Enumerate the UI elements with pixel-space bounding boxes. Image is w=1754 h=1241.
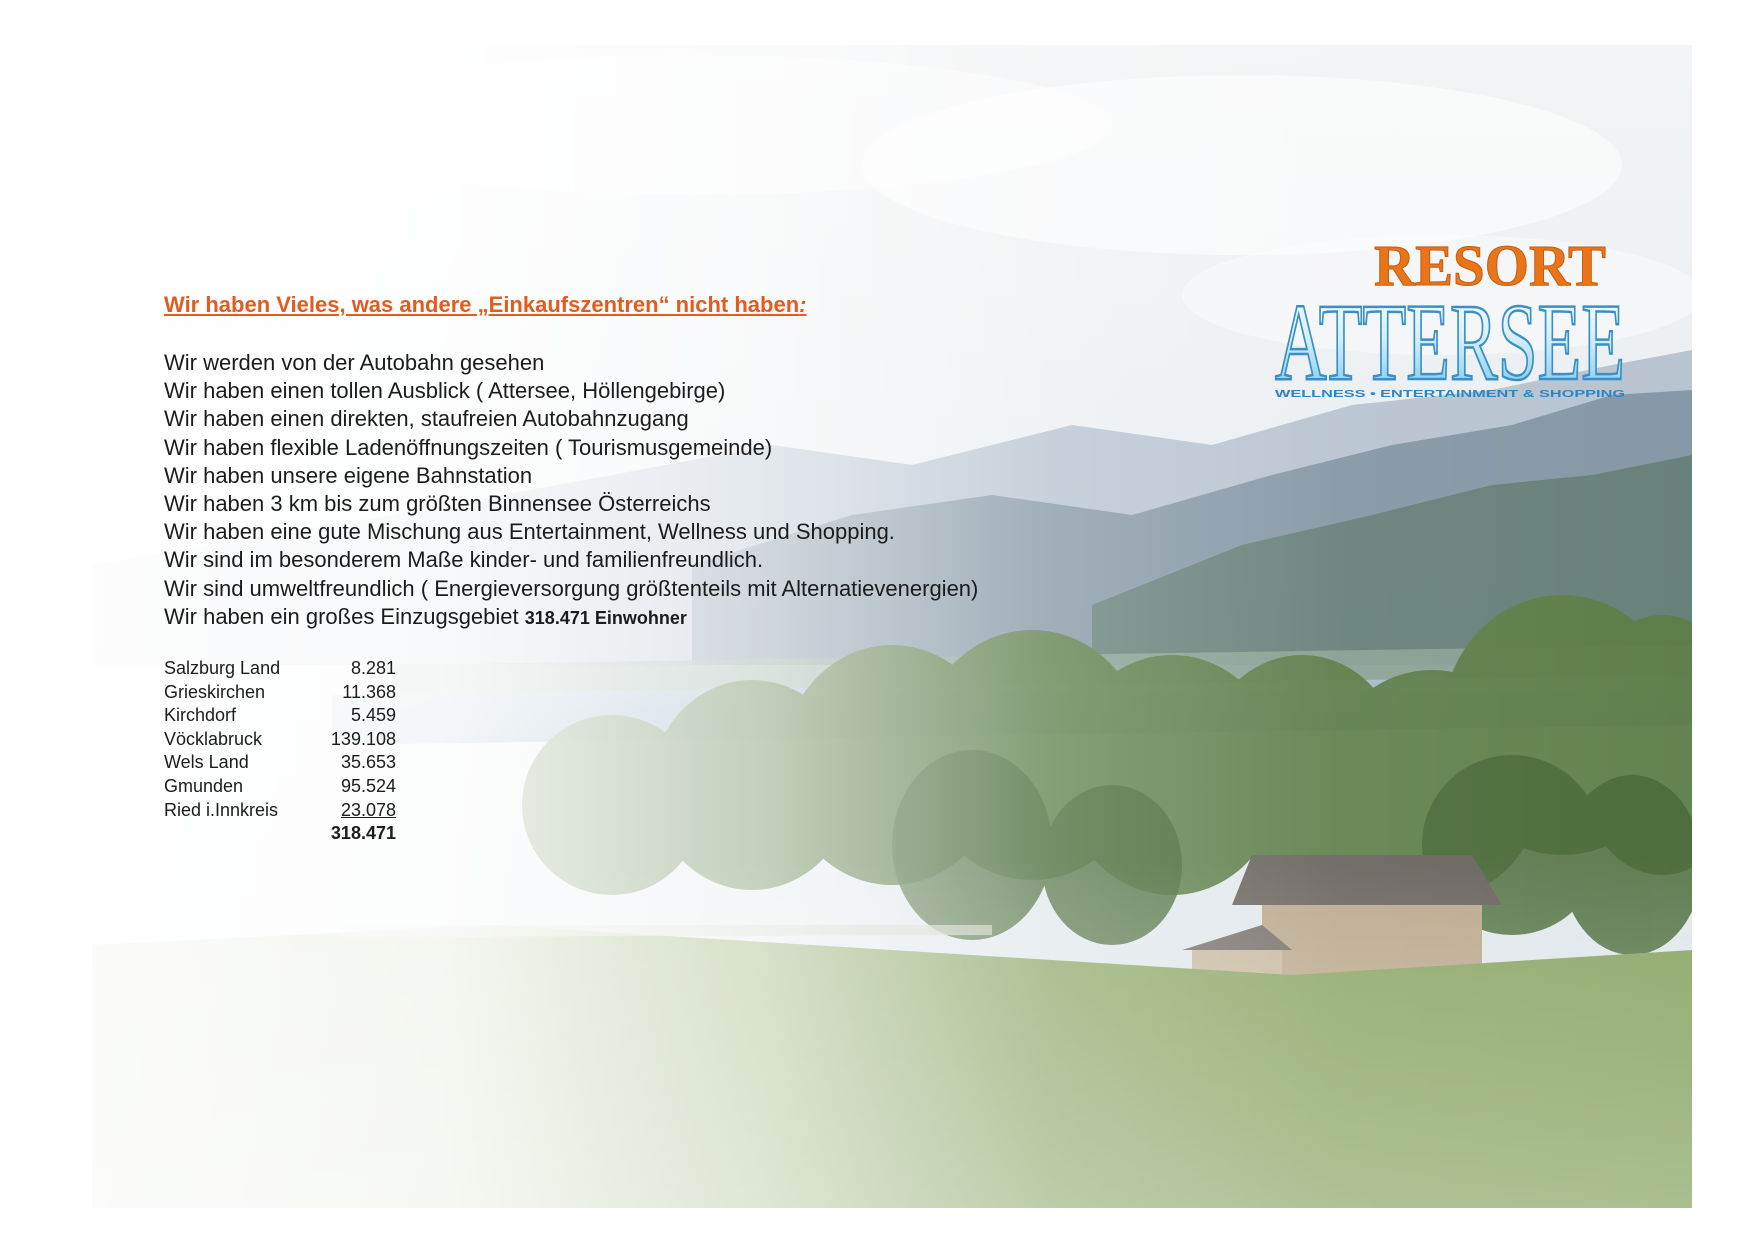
- district-population: 139.108: [330, 728, 396, 749]
- feature-item: Wir haben einen direkten, staufreien Autobahnzugang: [164, 406, 689, 432]
- district-population-value: 23.078: [340, 799, 396, 820]
- district-population: 8.281: [350, 658, 396, 678]
- district-name: Wels Land: [164, 752, 249, 773]
- table-row: [164, 775, 396, 799]
- total-label-empty: [164, 822, 322, 846]
- population-table: [164, 657, 396, 846]
- table-row: [164, 728, 396, 752]
- feature-item: Wir sind im besonderem Maße kinder- und familienfreundlich.: [164, 547, 764, 573]
- district-name: Salzburg Land: [164, 658, 281, 678]
- feature-item: Wir haben einen tollen Ausblick ( Attersee, Höllengebirge): [164, 378, 726, 404]
- headline-text: Wir haben Vieles, was andere „Einkaufszentren“ nicht haben: [164, 292, 800, 317]
- feature-item: Wir haben flexible Ladenöffnungszeiten ( Tourismusgemeinde): [164, 434, 773, 460]
- district-name: Grieskirchen: [164, 681, 266, 702]
- feature-item-catchment: [164, 603, 978, 632]
- catchment-population: 318.471 Einwohner: [524, 607, 687, 628]
- population-total: 318.471: [330, 823, 396, 844]
- district-population: 11.368: [342, 681, 396, 702]
- feature-item: Wir haben 3 km bis zum größten Binnensee Österreichs: [164, 491, 711, 517]
- district-name: Ried i.Innkreis: [164, 799, 279, 820]
- district-name: Vöcklabruck: [164, 728, 263, 749]
- headline: [164, 292, 806, 318]
- district-name: Kirchdorf: [164, 705, 237, 726]
- feature-item: Wir sind umweltfreundlich ( Energieversorgung größtenteils mit Alternatievenergien): [164, 575, 979, 601]
- total-row: [164, 822, 396, 846]
- resort-attersee-logo: [1270, 231, 1630, 403]
- logo-resort-word: RESORT: [1374, 233, 1606, 298]
- district-population: 5.459: [350, 705, 396, 726]
- table-row: [164, 751, 396, 775]
- district-name: Gmunden: [164, 775, 244, 796]
- feature-item: Wir haben eine gute Mischung aus Entertainment, Wellness und Shopping.: [164, 519, 895, 545]
- headline-colon: :: [799, 292, 807, 317]
- feature-list: [164, 349, 978, 632]
- district-population: 35.653: [340, 752, 396, 773]
- feature-item: Wir haben unsere eigene Bahnstation: [164, 462, 533, 488]
- table-row: [164, 799, 396, 823]
- district-population: 95.524: [340, 775, 396, 796]
- table-row: [164, 681, 396, 705]
- district-population: [322, 799, 396, 823]
- table-row: [164, 657, 396, 681]
- catchment-text: Wir haben ein großes Einzugsgebiet: [164, 603, 519, 629]
- brochure-page: [92, 45, 1692, 1208]
- logo-tagline: WELLNESS • ENTERTAINMENT & SHOPPING: [1275, 389, 1626, 400]
- feature-item: Wir werden von der Autobahn gesehen: [164, 350, 545, 375]
- logo-name-word: ATTERSEE: [1275, 281, 1625, 403]
- table-row: [164, 704, 396, 728]
